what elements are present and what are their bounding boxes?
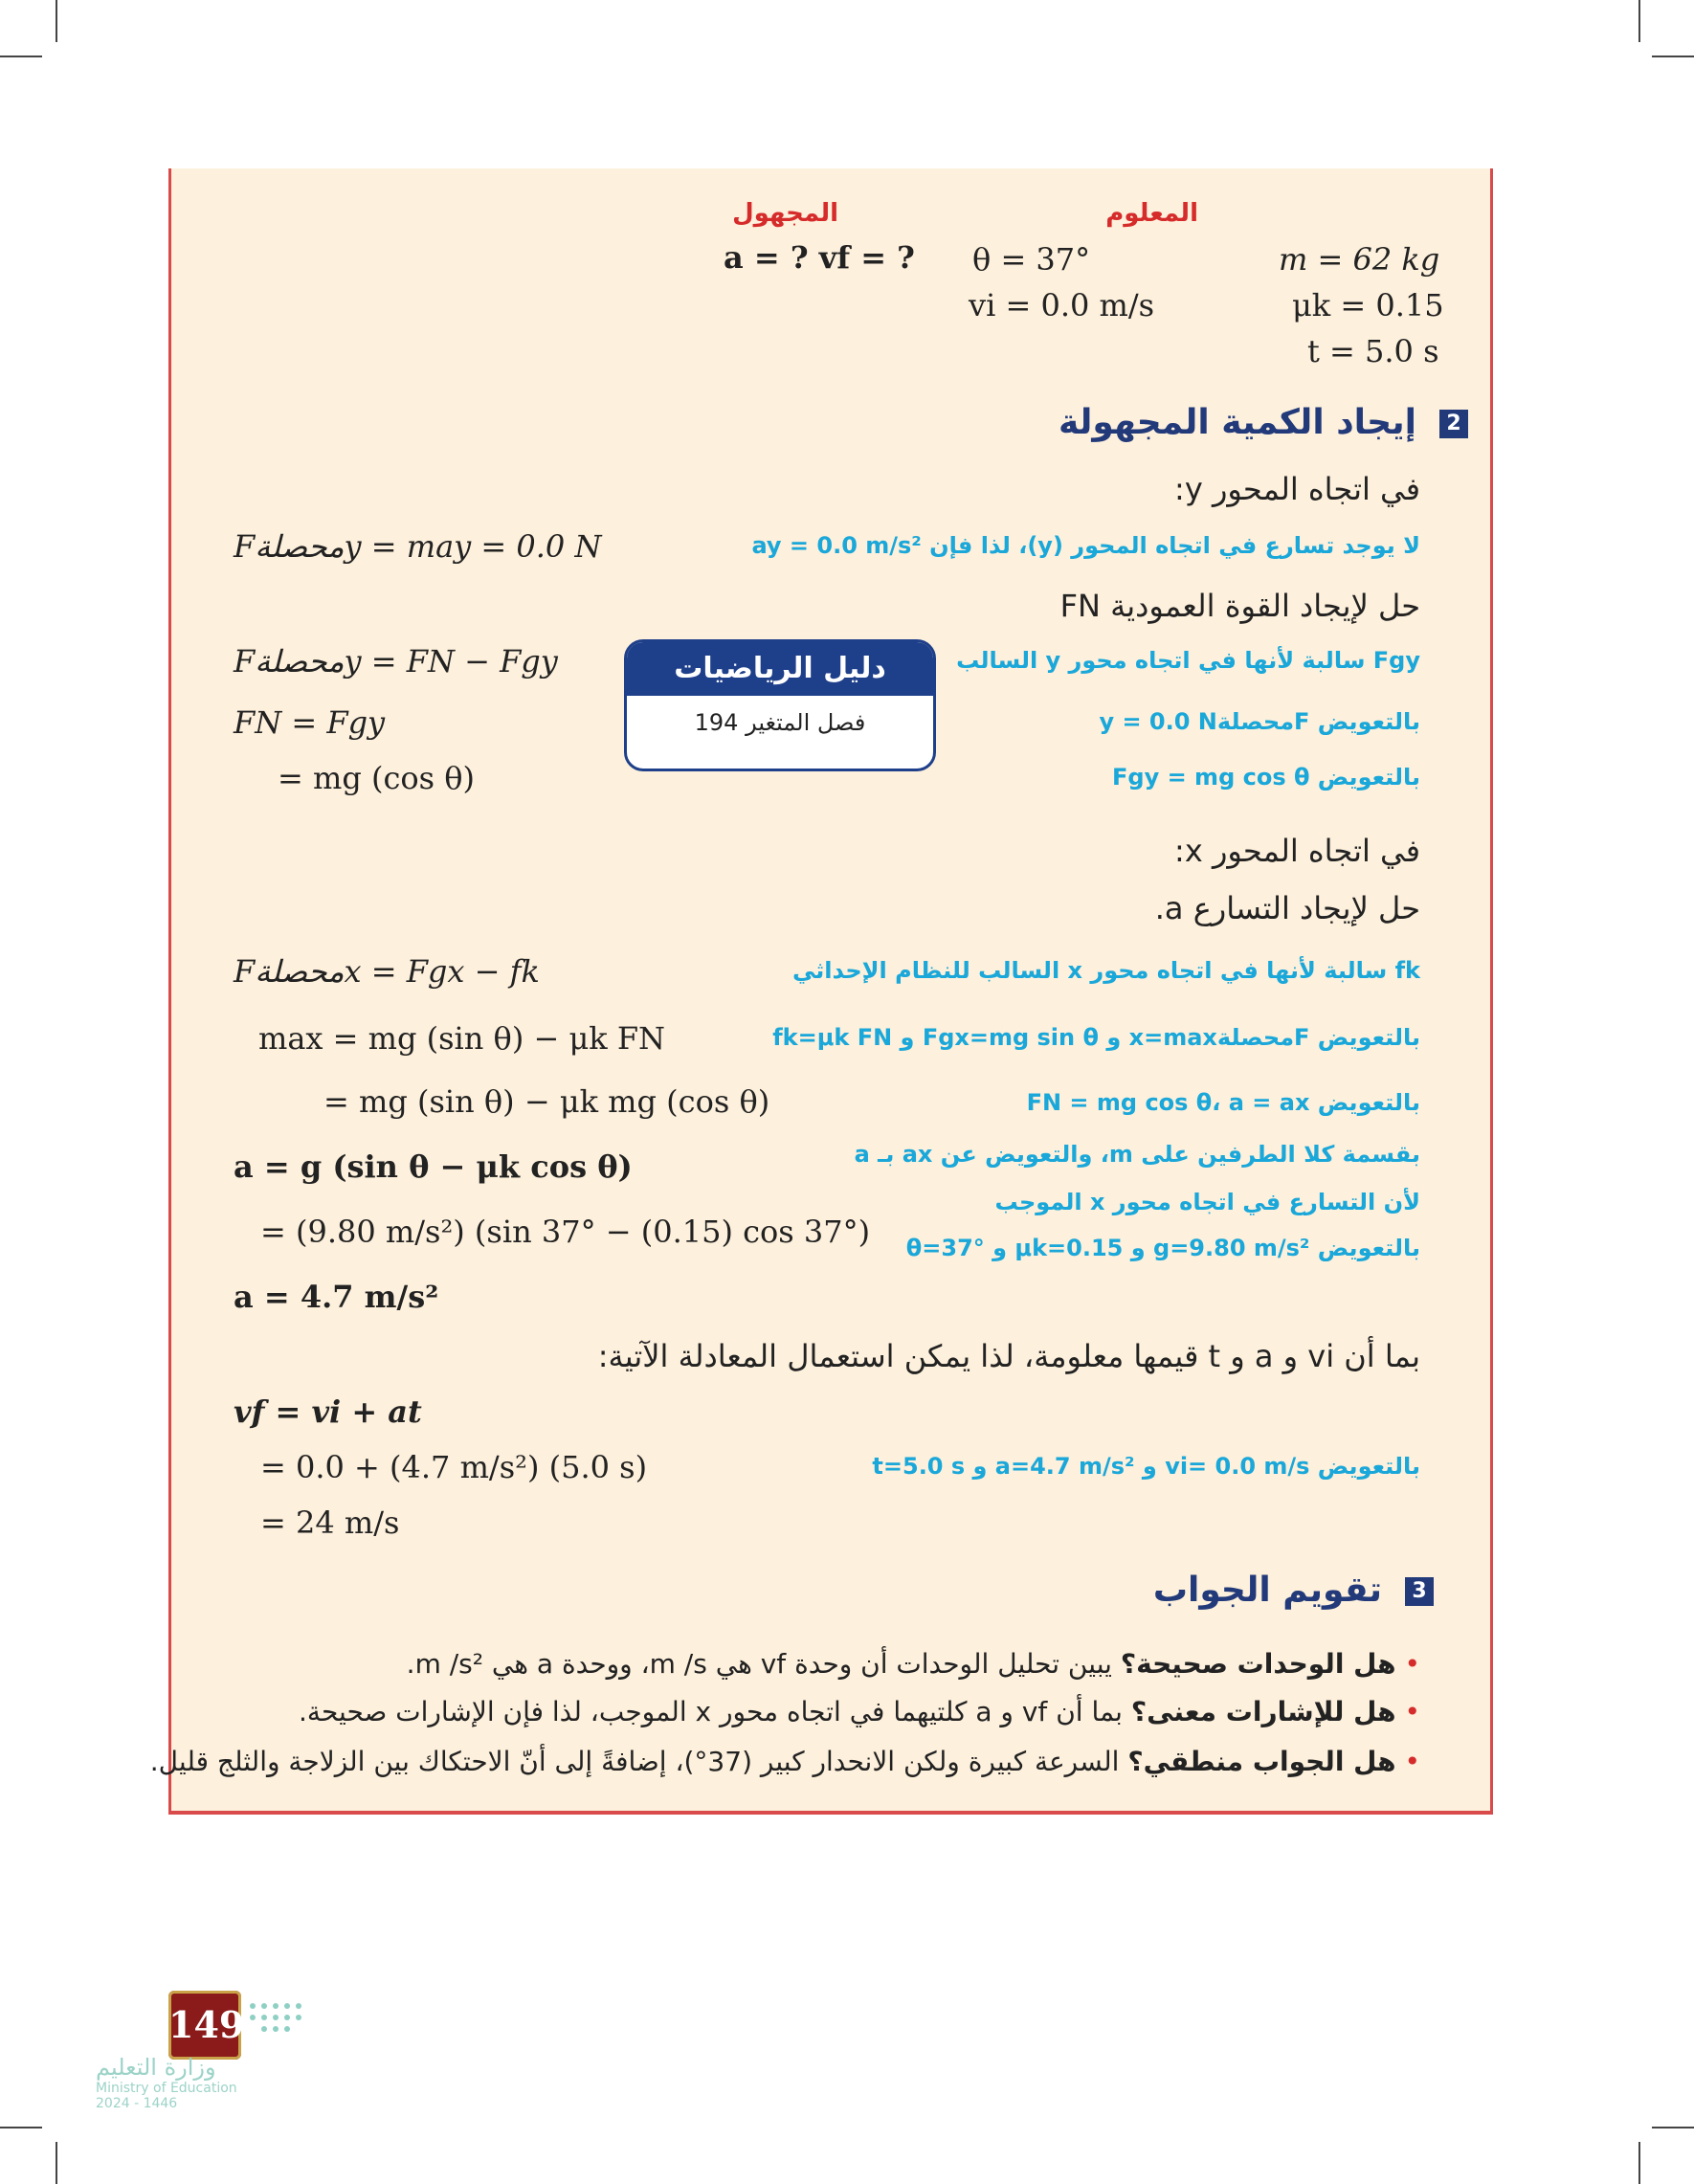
- note-sub2: بالتعويض Fgy = mg cos θ: [1112, 764, 1420, 791]
- known-label: المعلوم: [1105, 199, 1198, 228]
- ministry-logo-text: [96, 2054, 237, 2111]
- note-sub6: بالتعويض vi= 0.0 m/s و a=4.7 m/s² و t=5.0 s: [872, 1453, 1420, 1480]
- note-fgy: Fgy سالبة لأنها في اتجاه محور y السالب: [956, 647, 1420, 674]
- ministry-en: Ministry of Education: [96, 2081, 237, 2096]
- crop-mark: [56, 0, 57, 42]
- page-number: 149: [168, 1991, 241, 2060]
- note-pos: لأن التسارع في اتجاه محور x الموجب: [994, 1189, 1420, 1215]
- crop-mark: [1652, 2127, 1694, 2128]
- note-fk: fk سالبة لأنها في اتجاه محور x السالب للنظام الإحداثي: [792, 957, 1420, 984]
- ministry-ar: وزارة التعليم: [96, 2054, 216, 2081]
- eq-a: a = g (sin θ − μk cos θ): [234, 1148, 633, 1185]
- eq-max: max = mg (sin θ) − μk FN: [258, 1020, 666, 1057]
- since-text: بما أن vi و a و t قيمها معلومة، لذا يمكن استعمال المعادلة الآتية:: [597, 1338, 1420, 1374]
- x-direction-label: في اتجاه المحور x:: [1174, 833, 1420, 869]
- eq-fn2: = mg (cos θ): [278, 760, 475, 796]
- known-m: m = 62 kg: [1279, 241, 1440, 278]
- check-sense-q: هل الجواب منطقي؟: [1127, 1746, 1396, 1777]
- eq-vf2: = 0.0 + (4.7 m/s²) (5.0 s): [260, 1449, 648, 1485]
- eq-a2: = (9.80 m/s²) (sin 37° − (0.15) cos 37°): [260, 1214, 871, 1250]
- unknown-label: المجهول: [732, 199, 838, 228]
- bullet-icon: •: [1395, 1746, 1420, 1777]
- check-sense: [150, 1746, 1420, 1778]
- eq-max2: = mg (sin θ) − μk mg (cos θ): [323, 1083, 770, 1120]
- note-ay: لا يوجد تسارع في اتجاه المحور (y)، لذا فإن ay = 0.0 m/s²: [751, 532, 1420, 559]
- check-units-q: هل الوحدات صحيحة؟: [1120, 1648, 1396, 1680]
- note-div: بقسمة كلا الطرفين على m، والتعويض عن ax بـ a: [854, 1141, 1420, 1168]
- ministry-year: 2024 - 1446: [96, 2096, 178, 2111]
- unknown-vars: a = ? vf = ?: [724, 239, 915, 276]
- check-units: [407, 1648, 1420, 1681]
- crop-mark: [0, 2127, 42, 2128]
- bullet-icon: •: [1395, 1648, 1420, 1680]
- step2-badge: 2: [1439, 410, 1468, 438]
- note-sub5: بالتعويض g=9.80 m/s² و μk=0.15 و θ=37°: [905, 1235, 1420, 1261]
- check-signs-a: بما أن vf و a كلتيهما في اتجاه محور x الموجب، لذا فإن الإشارات صحيحة.: [299, 1696, 1131, 1727]
- math-guide-box[interactable]: [624, 639, 936, 771]
- known-t: t = 5.0 s: [1307, 333, 1439, 369]
- math-guide-body: فصل المتغير 194: [694, 709, 866, 736]
- check-signs-q: هل للإشارات معنى؟: [1130, 1696, 1396, 1727]
- note-sub4: بالتعويض FN = mg cos θ، a = ax: [1026, 1089, 1420, 1116]
- eq-fn: FN = Fgy: [234, 704, 386, 741]
- eq-fnet-y2: Fمحصلةy = FN − Fgy: [234, 643, 558, 680]
- check-signs: [299, 1696, 1420, 1728]
- known-vi: vi = 0.0 m/s: [969, 287, 1155, 323]
- eq-fnet-x: Fمحصلةx = Fgx − fk: [234, 953, 540, 990]
- eq-a3: a = 4.7 m/s²: [234, 1279, 439, 1315]
- note-sub3: بالتعويض Fمحصلةx=max و Fgx=mg sin θ و fk=μk FN: [772, 1024, 1420, 1051]
- known-theta: θ = 37°: [972, 241, 1091, 278]
- known-mu: μk = 0.15: [1292, 287, 1444, 323]
- math-guide-title: دليل الرياضيات: [627, 642, 933, 696]
- y-direction-label: في اتجاه المحور y:: [1174, 471, 1420, 507]
- step3-title: تقويم الجواب: [1152, 1571, 1382, 1610]
- check-units-a: يبين تحليل الوحدات أن وحدة vf هي m /s، ووحدة a هي m /s².: [406, 1648, 1121, 1680]
- solve-a: حل لإيجاد التسارع a.: [1154, 890, 1420, 926]
- solve-fn: حل لإيجاد القوة العمودية FN: [1059, 588, 1420, 624]
- crop-mark: [1638, 2142, 1640, 2184]
- eq-vf3: = 24 m/s: [260, 1504, 400, 1541]
- check-sense-a: السرعة كبيرة ولكن الانحدار كبير (37°)، إضافةً إلى أنّ الاحتكاك بين الزلاجة والثلج قليل.: [149, 1746, 1128, 1777]
- eq-fnet-y: Fمحصلةy = may = 0.0 N: [234, 528, 602, 565]
- step2-title: إيجاد الكمية المجهولة: [1059, 403, 1416, 442]
- ministry-dots-logo: [245, 1998, 312, 2042]
- step3-badge: 3: [1405, 1577, 1434, 1606]
- eq-vf: vf = vi + at: [234, 1393, 422, 1430]
- crop-mark: [1638, 0, 1640, 42]
- bullet-icon: •: [1395, 1696, 1420, 1727]
- crop-mark: [0, 56, 42, 57]
- note-sub1: بالتعويض Fمحصلةy = 0.0 N: [1099, 708, 1420, 735]
- crop-mark: [1652, 56, 1694, 57]
- crop-mark: [56, 2142, 57, 2184]
